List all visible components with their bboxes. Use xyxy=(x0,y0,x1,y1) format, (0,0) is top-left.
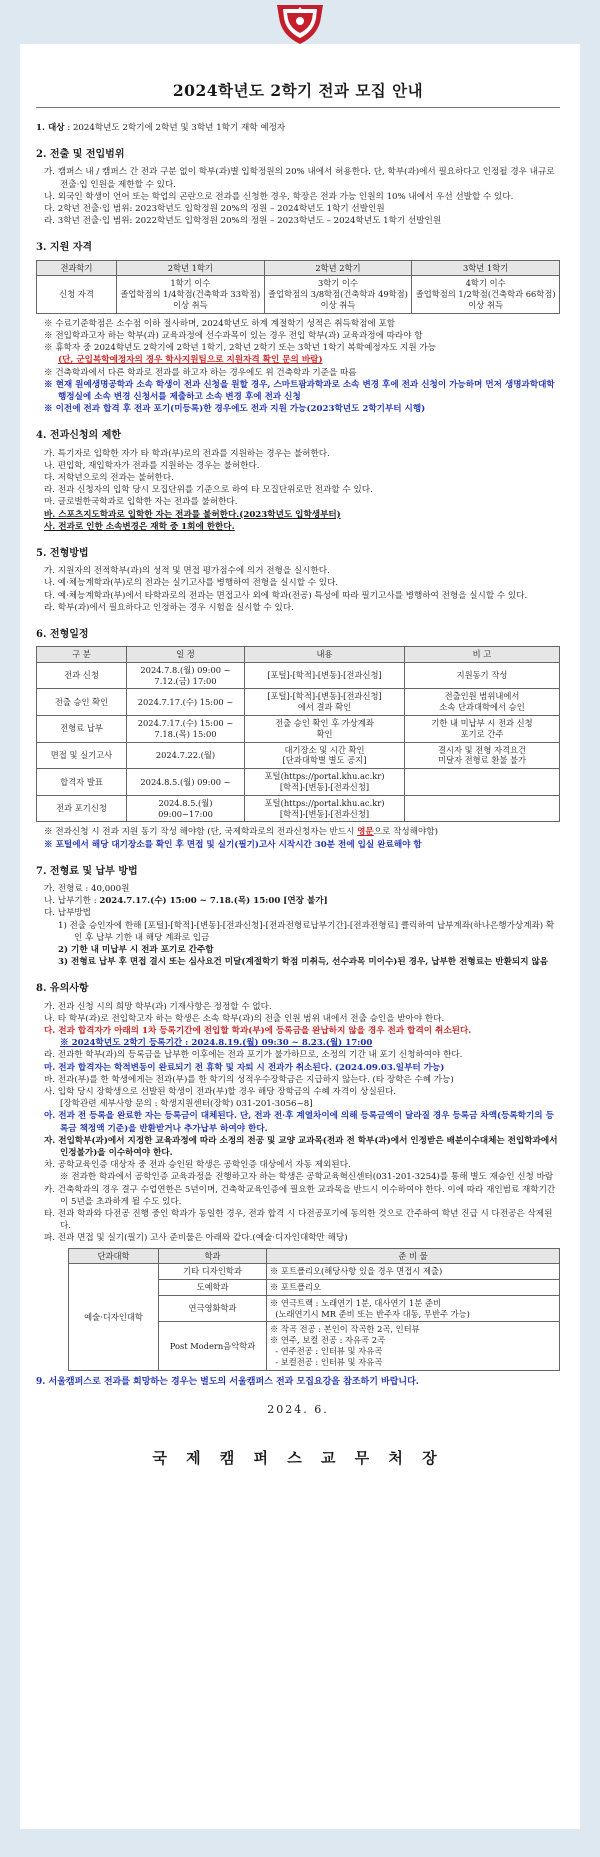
list-item: 가. 캠퍼스 내 / 캠퍼스 간 전과 구분 없이 학부(과)별 입학정원의 20% 내에서 허용한다. 단, 학부(과)에서 필요하다고 인정될 경우 내규로 전출·입 인원을 제한할 수 있다. xyxy=(44,167,555,190)
table-cell: 2024.7.17.(수) 15:00 ~ xyxy=(127,689,245,716)
list-item: 다. 납부방법 xyxy=(44,908,91,919)
note-text: 으로 작성해야함) xyxy=(373,827,438,838)
section-heading: 7. 전형료 및 납부 방법 xyxy=(36,865,138,877)
note: ※ 건축학과에서 다른 학과로 전과를 하고자 하는 경우에도 위 건축학과 기준을 따름 xyxy=(44,367,357,378)
table-header: 3학년 1학기 xyxy=(412,260,560,276)
table-cell: 전형료 납부 xyxy=(37,716,127,743)
footer xyxy=(36,1402,560,1469)
section-eligibility xyxy=(36,241,560,415)
table-header: 2학년 2학기 xyxy=(264,260,412,276)
table-header: 내용 xyxy=(245,647,405,663)
section-heading: 3. 지원 자격 xyxy=(36,242,93,254)
list-item: 마. 글로벌한국학과로 입학한 자는 전과를 불허한다. xyxy=(44,497,238,508)
list-item: 바. 전과(부)를 한 학생에게는 전과(부)를 한 학기의 성적우수장학금은 지급하지 않는다. (타 장학은 수혜 가능) xyxy=(44,1074,454,1085)
table-header: 전과학기 xyxy=(37,260,117,276)
table-row xyxy=(37,769,560,796)
target-label: 1. 대상 xyxy=(36,123,65,133)
table-cell: 지원동기 작성 xyxy=(405,662,560,689)
section-selection-method xyxy=(36,547,560,614)
eligibility-table xyxy=(36,260,560,314)
portal-link[interactable]: 포털(https://portal.khu.ac.kr) [학적]-[변동]-[전과신청] xyxy=(245,769,405,796)
section-heading: 6. 전형일정 xyxy=(36,628,89,640)
list-item: 카. 건축학과의 경우 결구 수업연한은 5년이며, 건축학교육인증에 필요한 교과목을 반드시 이수하여야 한다. 이에 따라 재인범료 재학기간이 5년을 초과하게 될 수도 있다. xyxy=(44,1184,556,1207)
list-item: 사. 전과로 인한 소속변경은 재학 중 1회에 한한다. xyxy=(44,521,235,532)
table-row xyxy=(37,795,560,822)
list-item: 라. 3학년 전출·입 범위: 2022학년도 입학정원 20%의 정원 – 2023학년도 – 2024학년도 1학기 선발인원 xyxy=(44,216,442,227)
table-header: 2학년 1학기 xyxy=(117,260,265,276)
table-cell: ※ 포트폴리오 xyxy=(267,1280,560,1296)
table-cell: 2024.8.5.(월) 09:00~17:00 xyxy=(127,795,245,822)
table-cell: 합격자 발표 xyxy=(37,769,127,796)
table-row xyxy=(37,742,560,769)
table-cell: 4학기 이수 졸업학점의 1/2학점(건축학과 66학점) 이상 취득 xyxy=(412,276,560,313)
table-cell: 대기장소 및 시간 확인 [단과대학별 별도 공지] xyxy=(245,742,405,769)
note: ※ 전입학과고자 하는 학부(과) 교육과정에 선수과목이 있는 경우 전입 학부(과) 교육과정에 따라야 함 xyxy=(44,330,423,341)
table-cell: 신청 자격 xyxy=(37,276,117,313)
note xyxy=(44,826,560,838)
note-text: ※ 수료기준학점은 소수점 이하 절사하며, 2024학년도 하계 계절학기 성적은 취득학점에 포함 xyxy=(44,318,396,329)
note-emphasis: ※ 현재 원예생명공학과 소속 학생이 전과 신청을 원할 경우, 스마트팜과학과로 소속 변경 후에 전과 신청이 가능하며 먼저 생명과학대학 행정실에 소속 변경 신청서를 제출하고 소속 변경 후에 전과 신청 xyxy=(44,379,555,402)
table-cell: [포털]-[학적]-[변동]-[전과신청] 에서 결과 확인 xyxy=(245,689,405,716)
table-cell: ※ 연극트랙 : 노래연기 1분, 대사연기 1분 준비 (노래연기시 MR 준비 또는 반주자 대동, 무반주 가능) xyxy=(267,1295,560,1322)
list-item xyxy=(44,895,560,907)
table-header: 비 고 xyxy=(405,647,560,663)
note xyxy=(44,318,560,330)
table-cell: 2024.7.8.(월) 09:00 ~ 7.12.(금) 17:00 xyxy=(127,662,245,689)
table-cell: 전출인원 범위내에서 소속 단과대학에서 승인 xyxy=(405,689,560,716)
university-logo-icon xyxy=(273,3,327,45)
note-emphasis: 영문 xyxy=(357,827,374,838)
table-cell: 전출 승인 확인 xyxy=(37,689,127,716)
note-emphasis: ※ 2024학년도 2학기 등록기간 : 2024.8.19.(월) 09:30 ~ 8.23.(월) 17:00 xyxy=(60,1038,373,1049)
list-item: 바. 스포츠지도학과로 입학한 자는 전과를 불허한다.(2023학년도 입학생부터) xyxy=(44,509,341,520)
schedule-table xyxy=(36,646,560,822)
list-item: 차. 공학교육인증 대상자 중 전과 승인된 학생은 공학인증 대상에서 자동 제외된다. xyxy=(44,1160,351,1171)
table-cell: 연극영화학과 xyxy=(159,1295,267,1322)
portal-link[interactable]: 포털(https://portal.khu.ac.kr) [학적]-[변동]-[전과신청] xyxy=(245,795,405,822)
table-row xyxy=(37,662,560,689)
table-cell: 기한 내 미납부 시 전과 신청 포기로 간주 xyxy=(405,716,560,743)
section-heading: 2. 전출 및 전입범위 xyxy=(36,149,125,161)
table-header: 단과대학 xyxy=(69,1248,159,1264)
list-item: 라. 전과한 학부(과)의 등록금을 납부한 이후에는 전과 포기가 불가하므로, 소정의 기간 내 포기 신청하여야 한다. xyxy=(44,1050,463,1061)
table-cell: 1학기 이수 졸업학점의 1/4학점(건축학과 33학점) 이상 취득 xyxy=(117,276,265,313)
seoul-campus-note: 9. 서울캠퍼스로 전과를 희망하는 경우는 별도의 서울캠퍼스 전과 모집요강을 참조하기 바랍니다. xyxy=(36,1376,419,1387)
list-item: 나. 예·체능계학과(부)로의 전과는 실기고사를 병행하여 전형을 실시할 수 있다. xyxy=(44,578,339,589)
section-precautions xyxy=(36,982,560,1388)
table-cell: [포털]-[학적]-[변동]-[전과신청] xyxy=(245,662,405,689)
table-header: 구 분 xyxy=(37,647,127,663)
sub-item: 2) 기한 내 미납부 시 전과 포기로 간주함 xyxy=(58,944,214,955)
list-item: 타. 전과 학과와 다전공 진행 중인 학과가 동일한 경우, 전과 합격 시 다전공포기에 동의한 것으로 간주하여 학년 진급 시 다전공은 삭제된다. xyxy=(44,1208,553,1232)
table-header: 준 비 물 xyxy=(267,1248,560,1264)
list-item: 가. 지원자의 전적학부(과)의 성적 및 면접 평가점수에 의거 전형을 실시한다. xyxy=(44,566,330,577)
section-transfer-range xyxy=(36,148,560,227)
list-item: 다. 저학년으로의 전과는 불허한다. xyxy=(44,472,174,483)
table-row xyxy=(37,716,560,743)
list-item: 나. 타 학부(과)로 전입학고자 하는 학생은 소속 학부(과)의 전출 인원 범위 내에서 전출 승인을 받아야 한다. xyxy=(44,1013,445,1024)
contact-info: [장학관련 세부사항 문의 : 학생지원센터(장학) 031-201-3056~8] xyxy=(60,1099,313,1110)
section-heading: 8. 유의사항 xyxy=(36,983,89,995)
table-cell: 전과 신청 xyxy=(37,662,127,689)
list-item: 라. 전과 신청자의 입학 당시 모집단위를 기준으로 하여 타 모집단위로만 전과할 수 있다. xyxy=(44,485,373,496)
list-item: 사. 입학 당시 장학생으로 선발된 학생이 전과(부)할 경우 해당 장학금의 수혜 자격이 상실된다. xyxy=(44,1086,397,1097)
list-item: 다. 예·체능계학과(부)에서 타학과로의 전과는 면접고사 외에 학과(전공) 특성에 따라 필기고사를 병행하여 전형을 실시할 수 있다. xyxy=(44,590,528,601)
table-row xyxy=(69,1264,560,1280)
list-item: 나. 외국인 학생이 언어 또는 학업의 곤란으로 전과를 신청한 경우, 학장은 전과 가능 인원의 10% 내에서 우선 선발할 수 있다. xyxy=(44,191,514,202)
list-item: 나. 편입학, 재입학자가 전과를 지원하는 경우는 불허한다. xyxy=(44,460,260,471)
table-header: 일 정 xyxy=(127,647,245,663)
table-cell: 면접 및 실기고사 xyxy=(37,742,127,769)
note: ※ 휴학자 중 2024학년도 2학기에 2학년 1학기, 2학년 2학기 또는 3학년 1학기 복학예정자도 지원 가능 xyxy=(44,343,436,354)
table-cell: Post Modern음악학과 xyxy=(159,1322,267,1370)
list-item: 가. 특기자로 입학한 자가 타 학과(부)로의 전과를 지원하는 경우는 불허한다. xyxy=(44,448,330,459)
sub-item: 1) 전출 승인자에 한해 [포털]-[학적]-[변동]-[전과신청]-[전과전형료납부기간]-[전과전형료] 클릭하여 납부계좌(하나은행가상계좌) 확인 후 납부 기한 내 해당 계좌로 입금 xyxy=(58,920,555,943)
table-cell xyxy=(405,795,560,822)
list-item: 파. 전과 면접 및 실기(필기) 고사 준비물은 아래와 같다.(예술·디자인대학만 해당) xyxy=(44,1233,348,1244)
section-restrictions xyxy=(36,429,560,533)
section-heading: 5. 전형방법 xyxy=(36,547,89,559)
table-cell: 3학기 이수 졸업학점의 3/8학점(건축학과 49학점) 이상 취득 xyxy=(264,276,412,313)
table-cell: 2024.7.22.(월) xyxy=(127,742,245,769)
table-cell: 기타 디자인학과 xyxy=(159,1264,267,1280)
table-cell: 전출 승인 확인 후 가상계좌 확인 xyxy=(245,716,405,743)
section-schedule xyxy=(36,628,560,851)
sub-item: 3) 전형료 납부 후 면접 결시 또는 심사요건 미달(계절학기 학점 미취득, 선수과목 미이수)된 경우, 납부한 전형료는 반환되지 않음 xyxy=(58,957,549,968)
list-item: 아. 전과 전 등록을 완료한 자는 등록금이 대체된다. 단, 전과 전·후 계열차이에 의해 등록금액이 달라질 경우 등록금 차액(등록학기의 등록금 책정액 기준)을 반환받거나 추가납부 하여야 한다. xyxy=(44,1111,554,1134)
note-emphasis: (단, 군입복학예정자의 경우 학사지원팀으로 지원자격 확인 문의 바람) xyxy=(58,355,323,366)
table-cell: ※ 포트폴리오(해당사항 있을 경우 면접시 제출) xyxy=(267,1264,560,1280)
list-item: 라. 학부(과)에서 필요하다고 인정하는 경우 시험을 실시할 수 있다. xyxy=(44,602,294,613)
list-item: 자. 전입학부(과)에서 지정한 교육과정에 따라 소정의 전공 및 교양 교과목(전과 전 학부(과)에서 인정받은 배분이수대체는 전입학과에서 인정불가)을 이수하여야 한다. xyxy=(44,1135,558,1158)
title-divider xyxy=(36,107,560,108)
list-item: 가. 전과 신청 시의 희망 학부(과) 기재사항은 정정할 수 없다. xyxy=(44,1001,272,1012)
note: ※ 전과한 학과에서 공학인증 교육과정을 진행하고자 하는 학생은 공학교육혁신센터(031-201-3254)를 통해 별도 재승인 신청 바람 xyxy=(60,1172,554,1183)
table-cell: 2024.7.17.(수) 15:00 ~ 7.18.(목) 15:00 xyxy=(127,716,245,743)
note-text: ※ 전과신청 시 전과 지원 동기 작성 해야함 (단, 국제학과로의 전과신청자는 반드시 xyxy=(44,827,358,838)
notice-document xyxy=(20,44,580,1829)
table-cell: 2024.8.5.(월) 09:00 ~ xyxy=(127,769,245,796)
item-text: 나. 납부기한 : xyxy=(44,896,100,907)
footer-date: 2024. 6. xyxy=(267,1403,329,1417)
table-cell xyxy=(405,769,560,796)
note-emphasis: ※ 포털에서 해당 대기장소를 확인 후 면접 및 실기(필기)고사 시작시간 30분 전에 입실 완료해야 함 xyxy=(44,839,422,850)
section-target xyxy=(36,122,560,134)
table-cell: 예술·디자인대학 xyxy=(69,1264,159,1370)
list-item: 가. 전형료 : 40,000원 xyxy=(44,883,130,894)
table-header: 학과 xyxy=(159,1248,267,1264)
footer-organization: 국 제 캠 퍼 스 교 무 처 장 xyxy=(152,1448,444,1467)
section-heading: 4. 전과신청의 제한 xyxy=(36,430,122,442)
table-cell: 도예학과 xyxy=(159,1280,267,1296)
table-cell: 결시자 및 전형 자격요건 미달자 전형료 환불 불가 xyxy=(405,742,560,769)
table-row xyxy=(37,689,560,716)
list-item: 다. 2학년 전출·입 범위: 2023학년도 입학정원 20%의 정원 – 2024학년도 1학기 선발인원 xyxy=(44,204,385,214)
payment-deadline: 2024.7.17.(수) 15:00 ~ 7.18.(목) 15:00 [연장 불가] xyxy=(99,896,328,907)
list-item: 마. 전과 합격자는 학적변동이 완료되기 전 휴학 및 자퇴 시 전과가 취소된다. (2024.09.03.일부터 가능) xyxy=(44,1062,445,1073)
section-fee xyxy=(36,865,560,969)
target-text: : 2024학년도 2학기에 2학년 및 3학년 1학기 재학 예정자 xyxy=(67,123,286,133)
list-item: 다. 전과 합격자가 아래의 1차 등록기간에 전입할 학과(부)에 등록금을 완납하지 않을 경우 전과 합격이 취소된다. xyxy=(44,1025,472,1036)
table-cell: 전과 포기신청 xyxy=(37,795,127,822)
table-cell: ※ 작곡 전공 : 본인이 작곡한 2곡, 인터뷰 ※ 연주, 보컬 전공 : 자유곡 2곡 - 연주전공 : 인터뷰 및 자유곡 - 보컬전공 : 인터뷰 및 자유곡 xyxy=(267,1322,560,1370)
note-emphasis: ※ 이전에 전과 합격 후 전과 포기(미등록)한 경우에도 전과 지원 가능(2023학년도 2학기부터 시행) xyxy=(44,404,426,415)
materials-table xyxy=(68,1248,560,1371)
page-title: 2024학년도 2학기 전과 모집 안내 xyxy=(172,81,424,100)
